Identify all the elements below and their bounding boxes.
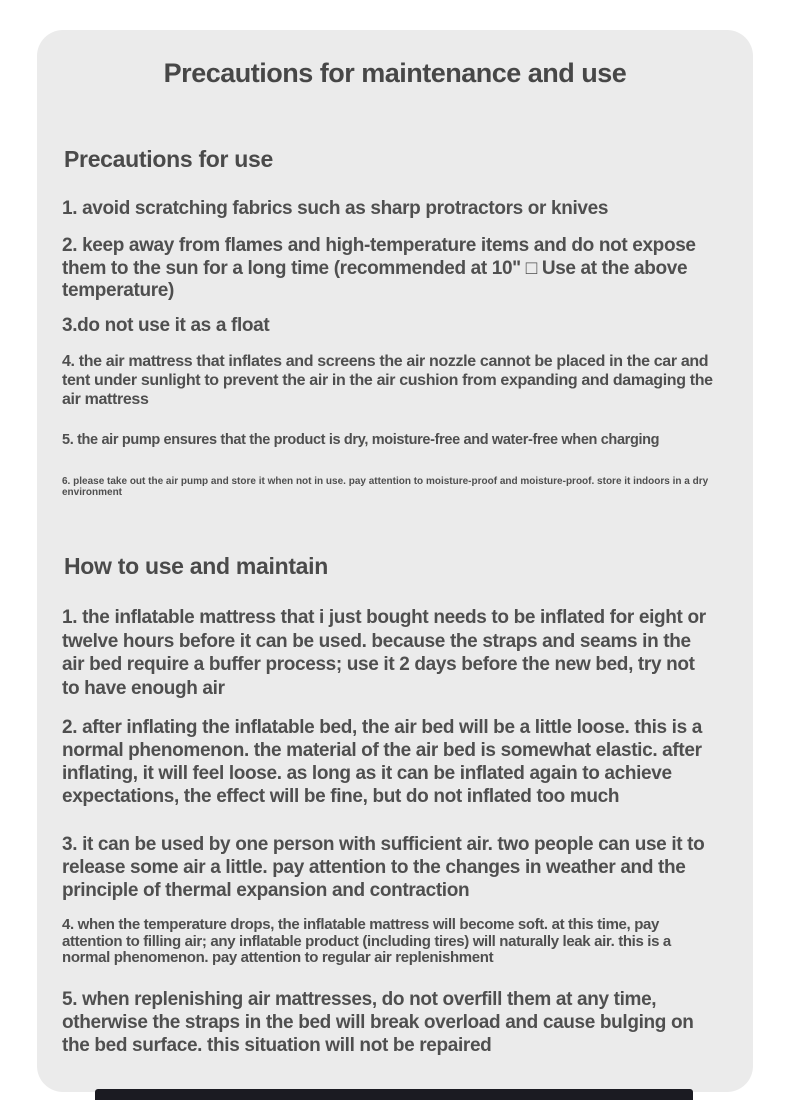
- precaution-item-1: 1. avoid scratching fabrics such as sharp protractors or knives: [62, 198, 609, 219]
- maintain-item-2: 2. after inflating the inflatable bed, the air bed will be a little loose. this is a normal phenomenon. the material of the air bed is somewhat elastic. after inflating, it will feel loose. as long as it can be inflated again to achieve expectations, the effect will be fine, but do not inflated too much: [62, 717, 702, 807]
- maintain-item-5: 5. when replenishing air mattresses, do not overfill them at any time, otherwise the straps in the bed will break overload and cause bulging on the bed surface. this situation will not be repaired: [62, 989, 694, 1056]
- section-heading-how-to-use-and-maintain: How to use and maintain: [64, 553, 329, 579]
- maintain-item-4: 4. when the temperature drops, the inflatable mattress will become soft. at this time, pay attention to filling air; any inflatable product (including tires) will naturally leak air. this is a normal phenomenon. pay attention to regular air replenishment: [62, 916, 671, 966]
- precaution-item-6: 6. please take out the air pump and store it when not in use. pay attention to moisture-proof and moisture-proof. store it indoors in a dry environment: [62, 476, 709, 498]
- precaution-item-5: 5. the air pump ensures that the product is dry, moisture-free and water-free when charging: [62, 432, 660, 448]
- maintain-item-1: 1. the inflatable mattress that i just bought needs to be inflated for eight or twelve hours before it can be used. because the straps and seams in the air bed require a buffer process; use it 2 days before the new bed, try not to have enough air: [62, 607, 706, 699]
- maintain-item-3: 3. it can be used by one person with sufficient air. two people can use it to release some air a little. pay attention to the changes in weather and the principle of thermal expansion and contraction: [62, 834, 705, 901]
- page-title: Precautions for maintenance and use: [163, 58, 627, 88]
- section-heading-precautions-for-use: Precautions for use: [64, 146, 274, 172]
- precaution-item-3: 3.do not use it as a float: [62, 315, 270, 336]
- precaution-item-4: 4. the air mattress that inflates and screens the air nozzle cannot be placed in the car and tent under sunlight to prevent the air in the air cushion from expanding and damaging the air mattress: [62, 353, 713, 408]
- bottom-divider-bar: [95, 1089, 693, 1100]
- precaution-item-2: 2. keep away from flames and high-temperature items and do not expose them to the sun for a long time (recommended at 10" □ Use at the above temperature): [62, 235, 696, 301]
